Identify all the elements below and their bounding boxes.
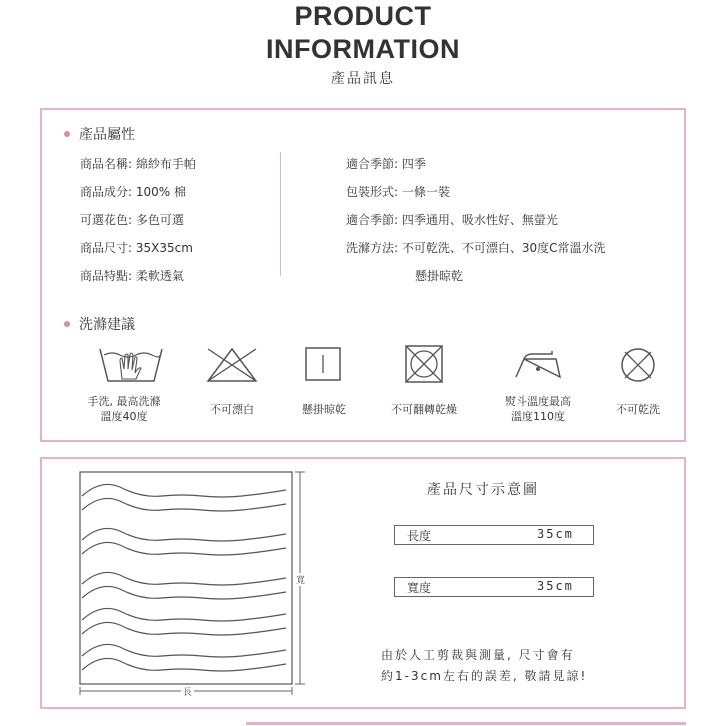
no-tumble-dry-icon (404, 344, 444, 384)
care-label-line: 溫度40度 (100, 410, 148, 423)
note-line: 約1-3cm左右的誤差, 敬請見諒! (381, 669, 588, 683)
length-row (394, 525, 594, 545)
bottom-accent-line (246, 722, 686, 725)
bullet-dot (64, 131, 70, 137)
care-label-hang-dry (274, 402, 374, 417)
no-dry-clean-icon (618, 345, 658, 385)
length-row-value: 35cm (537, 527, 574, 541)
attr-left-3: 可選花色: 多色可選 (80, 213, 184, 227)
care-heading: 洗滌建議 (79, 317, 135, 333)
care-label-line: 熨斗溫度最高 (505, 395, 571, 408)
care-label-line: 手洗, 最高洗滌 (87, 395, 161, 408)
care-label-line: 不可翻轉乾燥 (391, 403, 457, 416)
attr-left-5: 商品特點: 柔軟透氣 (80, 269, 184, 283)
care-label-no-tumble-dry (372, 402, 476, 417)
hang-dry-icon (304, 346, 342, 382)
attributes-heading: 產品屬性 (79, 127, 135, 143)
title-product: PRODUCT (294, 1, 432, 31)
care-label-line: 懸掛晾乾 (302, 403, 346, 416)
handkerchief-diagram (72, 466, 312, 696)
bullet-dot (64, 321, 70, 327)
note-line: 由於人工剪裁與測量, 尺寸會有 (381, 648, 575, 662)
care-label-hand-wash (74, 394, 174, 424)
care-label-iron (488, 394, 588, 424)
care-label-line: 不可乾洗 (616, 403, 660, 416)
attr-left-1: 商品名稱: 綿紗布手帕 (80, 157, 196, 171)
care-label-line: 溫度110度 (511, 410, 565, 423)
care-label-line: 不可漂白 (210, 403, 254, 416)
width-row-value: 35cm (537, 579, 574, 593)
column-divider (280, 152, 281, 276)
page-subtitle: 產品訊息 (331, 71, 395, 87)
attr-right-1: 適合季節: 四季 (346, 157, 426, 171)
attr-right-4: 洗滌方法: 不可乾洗、不可漂白、30度C常溫水洗 (346, 241, 606, 255)
size-diagram-title: 產品尺寸示意圖 (427, 482, 539, 498)
width-row (394, 577, 594, 597)
iron-icon (512, 349, 564, 381)
length-label: 長 (181, 685, 194, 698)
width-row-label: 寬度 (407, 581, 432, 595)
attr-left-2: 商品成分: 100% 棉 (80, 185, 186, 199)
attr-left-4: 商品尺寸: 35X35cm (80, 241, 193, 255)
care-label-no-bleach (182, 402, 282, 417)
length-row-label: 長度 (407, 529, 432, 543)
attr-right-3: 適合季節: 四季通用、吸水性好、無螢光 (346, 213, 558, 227)
hand-wash-icon (98, 345, 164, 385)
attr-right-2: 包裝形式: 一條一裝 (346, 185, 450, 199)
width-label: 寬 (296, 573, 305, 586)
no-bleach-icon (204, 345, 260, 385)
attr-right-5: 懸掛晾乾 (415, 269, 464, 283)
measurement-note (381, 645, 587, 687)
title-information: INFORMATION (266, 34, 460, 64)
care-label-no-dry-clean (588, 402, 688, 417)
